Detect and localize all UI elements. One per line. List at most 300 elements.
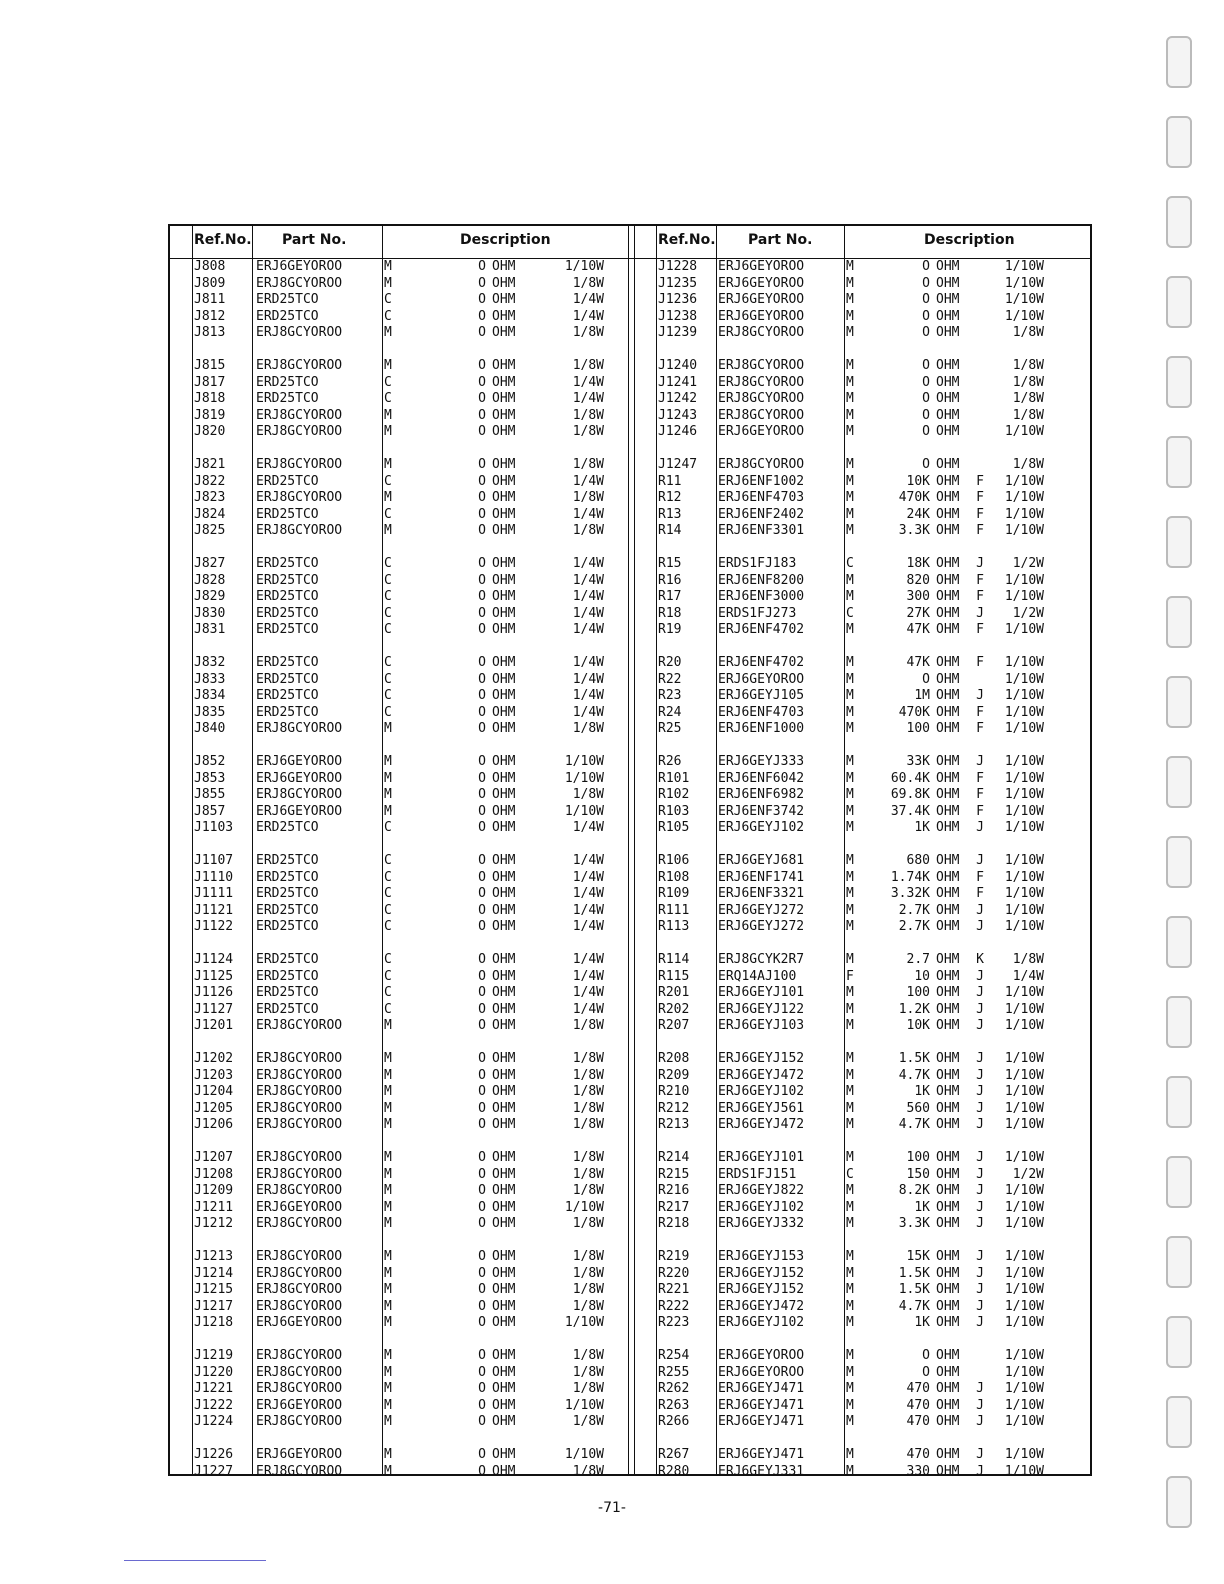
cell-part: ERJ6GEYOROO xyxy=(256,259,343,274)
cell-part: ERJ8GCYOROO xyxy=(256,424,343,439)
cell-power: 1/8W xyxy=(572,325,604,340)
cell-value: O xyxy=(478,787,486,802)
cell-unit: OHM xyxy=(492,688,516,703)
cell-value: O xyxy=(478,655,486,670)
cell-power: 1/2W xyxy=(1012,605,1044,621)
cell-part: ERJ6GEYOROO xyxy=(718,671,805,687)
cell-power: 1/10W xyxy=(1004,754,1044,769)
cell-tol: F xyxy=(976,655,984,670)
cell-ref: J808 xyxy=(194,259,226,274)
cell-unit: OHM xyxy=(492,589,516,604)
table-row xyxy=(632,1101,1090,1118)
cell-ref: J1247 xyxy=(658,457,698,472)
cell-part: ERD25TCO xyxy=(256,622,319,637)
cell-type: M xyxy=(384,1265,392,1281)
row-group xyxy=(632,1447,1090,1480)
table-row xyxy=(170,1266,632,1283)
cell-value: 330 xyxy=(906,1463,930,1479)
table-row xyxy=(170,309,632,326)
table-row xyxy=(170,358,632,375)
cell-part: ERJ8GCYOROO xyxy=(256,1150,343,1165)
cell-type: M xyxy=(384,1067,392,1083)
cell-ref: R16 xyxy=(658,572,682,588)
cell-unit: OHM xyxy=(936,1117,960,1132)
cell-value: O xyxy=(478,1414,486,1429)
cell-ref: R267 xyxy=(658,1447,690,1462)
cell-power: 1/10W xyxy=(1004,1381,1044,1396)
cell-power: 1/10W xyxy=(564,259,604,274)
cell-type: M xyxy=(846,457,854,472)
cell-power: 1/10W xyxy=(1004,506,1044,522)
cell-ref: J1236 xyxy=(658,292,698,307)
cell-value: O xyxy=(478,754,486,769)
cell-power: 1/10W xyxy=(1004,424,1044,439)
cell-value: O xyxy=(478,902,486,918)
cell-part: ERJ8GCYOROO xyxy=(256,1298,343,1314)
cell-part: ERD25TCO xyxy=(256,292,319,307)
table-row xyxy=(632,1051,1090,1068)
cell-part: ERJ6ENF3000 xyxy=(718,589,805,604)
cell-ref: R201 xyxy=(658,985,690,1000)
cell-type: M xyxy=(384,721,392,736)
cell-unit: OHM xyxy=(492,473,516,489)
cell-unit: OHM xyxy=(936,1051,960,1066)
row-group xyxy=(170,556,632,639)
table-row xyxy=(170,556,632,573)
cell-power: 1/8W xyxy=(572,1051,604,1066)
table-row xyxy=(170,1398,632,1415)
cell-part: ERJ8GCYOROO xyxy=(256,1463,343,1479)
cell-part: ERJ8GCYOROO xyxy=(256,1018,343,1033)
cell-tol: F xyxy=(976,490,984,505)
cell-type: M xyxy=(846,292,854,307)
binder-tab xyxy=(1166,1476,1192,1528)
cell-unit: OHM xyxy=(492,325,516,340)
cell-type: M xyxy=(846,1282,854,1297)
cell-part: ERD25TCO xyxy=(256,506,319,522)
cell-unit: OHM xyxy=(936,985,960,1000)
table-row xyxy=(632,820,1090,837)
binder-tab xyxy=(1166,756,1192,808)
cell-ref: R15 xyxy=(658,556,682,571)
cell-part: ERD25TCO xyxy=(256,869,319,885)
cell-value: O xyxy=(478,391,486,406)
cell-unit: OHM xyxy=(492,1364,516,1380)
row-group xyxy=(632,1348,1090,1431)
cell-power: 1/10W xyxy=(1004,1018,1044,1033)
cell-value: 560 xyxy=(906,1100,930,1116)
table-row xyxy=(632,721,1090,738)
cell-power: 1/8W xyxy=(1012,457,1044,472)
cell-power: 1/10W xyxy=(1004,1216,1044,1231)
cell-unit: OHM xyxy=(492,1216,516,1231)
cell-power: 1/10W xyxy=(1004,622,1044,637)
header-part: Part No. xyxy=(282,232,347,248)
cell-power: 1/10W xyxy=(1004,1298,1044,1314)
cell-ref: J832 xyxy=(194,655,226,670)
cell-unit: OHM xyxy=(936,1018,960,1033)
cell-part: ERJ6ENF3742 xyxy=(718,803,805,819)
cell-type: M xyxy=(384,787,392,802)
cell-tol: J xyxy=(976,1100,984,1116)
cell-type: C xyxy=(384,886,392,901)
cell-tol: J xyxy=(976,754,984,769)
cell-ref: J835 xyxy=(194,704,226,720)
cell-unit: OHM xyxy=(936,803,960,819)
cell-unit: OHM xyxy=(936,1183,960,1198)
table-row xyxy=(632,276,1090,293)
cell-type: M xyxy=(846,374,854,390)
table-row xyxy=(170,1315,632,1332)
cell-value: O xyxy=(478,1067,486,1083)
row-group xyxy=(170,259,632,342)
cell-power: 1/4W xyxy=(572,473,604,489)
cell-part: ERDS1FJ183 xyxy=(718,556,797,571)
cell-power: 1/8W xyxy=(572,1216,604,1231)
row-group xyxy=(632,1249,1090,1332)
cell-ref: J1205 xyxy=(194,1100,234,1116)
cell-value: 18K xyxy=(906,556,930,571)
cell-type: M xyxy=(846,1463,854,1479)
cell-unit: OHM xyxy=(492,770,516,786)
cell-value: O xyxy=(478,1018,486,1033)
cell-type: M xyxy=(384,1315,392,1330)
cell-unit: OHM xyxy=(936,1414,960,1429)
cell-unit: OHM xyxy=(936,1397,960,1413)
cell-value: O xyxy=(478,457,486,472)
row-group xyxy=(632,556,1090,639)
cell-type: M xyxy=(846,655,854,670)
cell-value: O xyxy=(478,1447,486,1462)
cell-value: O xyxy=(478,688,486,703)
cell-unit: OHM xyxy=(492,1001,516,1017)
binder-tab xyxy=(1166,916,1192,968)
binder-tab xyxy=(1166,676,1192,728)
cell-power: 1/10W xyxy=(1004,886,1044,901)
cell-value: O xyxy=(478,803,486,819)
cell-part: ERJ6GEYJ822 xyxy=(718,1183,805,1198)
cell-unit: OHM xyxy=(492,1150,516,1165)
cell-type: M xyxy=(846,886,854,901)
cell-unit: OHM xyxy=(936,506,960,522)
cell-unit: OHM xyxy=(492,721,516,736)
cell-value: O xyxy=(478,1381,486,1396)
cell-unit: OHM xyxy=(492,754,516,769)
cell-tol: J xyxy=(976,1249,984,1264)
cell-tol: J xyxy=(976,556,984,571)
cell-power: 1/8W xyxy=(1012,374,1044,390)
cell-part: ERJ6GEYJ102 xyxy=(718,1315,805,1330)
cell-part: ERJ6GEYOROO xyxy=(718,292,805,307)
cell-tol: J xyxy=(976,1397,984,1413)
cell-type: M xyxy=(846,671,854,687)
cell-type: M xyxy=(846,325,854,340)
cell-value: 8.2K xyxy=(898,1183,930,1198)
cell-type: M xyxy=(384,1282,392,1297)
table-row xyxy=(632,457,1090,474)
cell-part: ERJ6GEYJ153 xyxy=(718,1249,805,1264)
cell-ref: R221 xyxy=(658,1282,690,1297)
cell-unit: OHM xyxy=(936,1084,960,1099)
cell-type: M xyxy=(384,1463,392,1479)
cell-power: 1/10W xyxy=(1004,1282,1044,1297)
table-row xyxy=(632,408,1090,425)
cell-power: 1/10W xyxy=(1004,919,1044,934)
table-row xyxy=(170,490,632,507)
cell-unit: OHM xyxy=(936,1298,960,1314)
cell-ref: R19 xyxy=(658,622,682,637)
cell-unit: OHM xyxy=(936,473,960,489)
cell-value: O xyxy=(478,1166,486,1182)
cell-value: O xyxy=(478,259,486,274)
binder-tab xyxy=(1166,196,1192,248)
cell-part: ERJ6GEYOROO xyxy=(718,308,805,324)
cell-type: M xyxy=(846,985,854,1000)
cell-part: ERJ6GEYOROO xyxy=(256,1199,343,1215)
cell-ref: R209 xyxy=(658,1067,690,1083)
table-row xyxy=(170,325,632,342)
table-row xyxy=(170,622,632,639)
cell-tol: F xyxy=(976,803,984,819)
cell-ref: J809 xyxy=(194,275,226,291)
cell-ref: R220 xyxy=(658,1265,690,1281)
table-row xyxy=(632,1183,1090,1200)
cell-unit: OHM xyxy=(492,275,516,291)
cell-value: 1.5K xyxy=(898,1282,930,1297)
cell-unit: OHM xyxy=(936,1315,960,1330)
cell-value: 1K xyxy=(914,1084,930,1099)
cell-ref: R105 xyxy=(658,820,690,835)
cell-part: ERJ6GEYJ152 xyxy=(718,1051,805,1066)
cell-value: 1.5K xyxy=(898,1265,930,1281)
cell-unit: OHM xyxy=(936,275,960,291)
cell-type: M xyxy=(384,1216,392,1231)
cell-power: 1/10W xyxy=(1004,820,1044,835)
table-row xyxy=(632,358,1090,375)
cell-part: ERJ6GEYJ105 xyxy=(718,688,805,703)
cell-ref: J1215 xyxy=(194,1282,234,1297)
cell-type: M xyxy=(846,1249,854,1264)
cell-ref: J829 xyxy=(194,589,226,604)
cell-type: M xyxy=(384,1150,392,1165)
cell-part: ERJ6ENF6982 xyxy=(718,787,805,802)
cell-part: ERD25TCO xyxy=(256,968,319,984)
row-group xyxy=(632,754,1090,837)
cell-unit: OHM xyxy=(492,1381,516,1396)
cell-type: M xyxy=(846,589,854,604)
cell-unit: OHM xyxy=(492,1084,516,1099)
cell-type: M xyxy=(846,1298,854,1314)
cell-part: ERJ6GEYJ472 xyxy=(718,1067,805,1083)
cell-type: M xyxy=(384,1018,392,1033)
cell-type: M xyxy=(846,572,854,588)
cell-type: M xyxy=(846,1216,854,1231)
cell-type: M xyxy=(384,358,392,373)
cell-part: ERD25TCO xyxy=(256,374,319,390)
cell-unit: OHM xyxy=(936,1216,960,1231)
cell-power: 1/8W xyxy=(572,1249,604,1264)
cell-unit: OHM xyxy=(492,1265,516,1281)
cell-ref: J853 xyxy=(194,770,226,786)
cell-part: ERD25TCO xyxy=(256,704,319,720)
cell-value: O xyxy=(478,886,486,901)
row-group xyxy=(170,655,632,738)
cell-part: ERJ6ENF4702 xyxy=(718,622,805,637)
header-part: Part No. xyxy=(748,232,813,248)
cell-unit: OHM xyxy=(936,886,960,901)
table-row xyxy=(632,1398,1090,1415)
cell-unit: OHM xyxy=(936,259,960,274)
table-row xyxy=(170,919,632,936)
cell-type: M xyxy=(384,490,392,505)
cell-power: 1/10W xyxy=(564,803,604,819)
cell-unit: OHM xyxy=(936,407,960,423)
cell-type: M xyxy=(384,1414,392,1429)
cell-ref: J1219 xyxy=(194,1348,234,1363)
cell-ref: J825 xyxy=(194,523,226,538)
table-row xyxy=(632,1117,1090,1134)
cell-ref: R207 xyxy=(658,1018,690,1033)
cell-power: 1/4W xyxy=(572,902,604,918)
cell-type: C xyxy=(384,952,392,967)
cell-type: M xyxy=(846,391,854,406)
cell-unit: OHM xyxy=(492,853,516,868)
cell-tol: J xyxy=(976,1265,984,1281)
cell-value: O xyxy=(478,358,486,373)
cell-power: 1/10W xyxy=(1004,1199,1044,1215)
cell-value: 1.2K xyxy=(898,1001,930,1017)
table-row xyxy=(170,952,632,969)
cell-type: M xyxy=(846,1001,854,1017)
table-row xyxy=(170,1200,632,1217)
cell-unit: OHM xyxy=(492,787,516,802)
cell-part: ERJ6GEYOROO xyxy=(718,275,805,291)
table-row xyxy=(632,1447,1090,1464)
table-row xyxy=(632,1365,1090,1382)
cell-ref: J1222 xyxy=(194,1397,234,1413)
table-row xyxy=(170,457,632,474)
cell-unit: OHM xyxy=(492,424,516,439)
table-row xyxy=(632,573,1090,590)
cell-value: O xyxy=(478,490,486,505)
cell-tol: J xyxy=(976,1216,984,1231)
cell-power: 1/8W xyxy=(572,1381,604,1396)
cell-ref: R266 xyxy=(658,1414,690,1429)
cell-ref: R208 xyxy=(658,1051,690,1066)
cell-value: O xyxy=(478,1397,486,1413)
table-row xyxy=(170,1018,632,1035)
cell-value: O xyxy=(922,1348,930,1363)
cell-tol: F xyxy=(976,506,984,522)
cell-ref: J820 xyxy=(194,424,226,439)
cell-ref: J1220 xyxy=(194,1364,234,1380)
cell-unit: OHM xyxy=(492,985,516,1000)
cell-value: O xyxy=(478,1298,486,1314)
cell-unit: OHM xyxy=(936,292,960,307)
cell-power: 1/8W xyxy=(572,787,604,802)
table-row xyxy=(632,556,1090,573)
cell-power: 1/4W xyxy=(572,622,604,637)
binder-tab xyxy=(1166,516,1192,568)
cell-part: ERJ6GEYJ152 xyxy=(718,1282,805,1297)
cell-ref: J818 xyxy=(194,391,226,406)
cell-power: 1/10W xyxy=(1004,655,1044,670)
cell-power: 1/10W xyxy=(1004,1117,1044,1132)
cell-value: 150 xyxy=(906,1166,930,1182)
table-row xyxy=(632,1315,1090,1332)
cell-value: O xyxy=(478,1199,486,1215)
cell-part: ERJ6GEYOROO xyxy=(256,1447,343,1462)
cell-type: M xyxy=(846,1447,854,1462)
table-row xyxy=(170,721,632,738)
cell-value: O xyxy=(478,869,486,885)
cell-value: O xyxy=(922,407,930,423)
cell-value: 680 xyxy=(906,853,930,868)
cell-type: C xyxy=(384,391,392,406)
cell-ref: J1218 xyxy=(194,1315,234,1330)
cell-ref: J1213 xyxy=(194,1249,234,1264)
cell-value: 470 xyxy=(906,1381,930,1396)
cell-value: 3.3K xyxy=(898,1216,930,1231)
footer-rule xyxy=(124,1560,266,1561)
cell-type: C xyxy=(384,853,392,868)
cell-unit: OHM xyxy=(936,853,960,868)
cell-part: ERD25TCO xyxy=(256,1001,319,1017)
table-row xyxy=(632,507,1090,524)
cell-type: M xyxy=(846,523,854,538)
cell-value: O xyxy=(922,424,930,439)
cell-power: 1/4W xyxy=(572,671,604,687)
cell-value: O xyxy=(478,770,486,786)
cell-type: M xyxy=(846,820,854,835)
table-header-left xyxy=(170,226,632,259)
cell-tol: J xyxy=(976,1117,984,1132)
cell-part: ERJ6GEYOROO xyxy=(718,259,805,274)
cell-type: M xyxy=(384,1084,392,1099)
binder-tab xyxy=(1166,356,1192,408)
cell-type: M xyxy=(384,1447,392,1462)
cell-ref: R109 xyxy=(658,886,690,901)
cell-ref: J1207 xyxy=(194,1150,234,1165)
cell-part: ERJ8GCYOROO xyxy=(256,721,343,736)
cell-part: ERJ6GEYJ561 xyxy=(718,1100,805,1116)
cell-tol: J xyxy=(976,1315,984,1330)
cell-value: 27K xyxy=(906,605,930,621)
cell-power: 1/4W xyxy=(572,374,604,390)
cell-value: O xyxy=(478,985,486,1000)
cell-value: O xyxy=(478,1051,486,1066)
cell-ref: R22 xyxy=(658,671,682,687)
cell-part: ERJ8GCYOROO xyxy=(718,358,805,373)
cell-unit: OHM xyxy=(492,820,516,835)
cell-unit: OHM xyxy=(492,1315,516,1330)
cell-part: ERJ8GCYOROO xyxy=(256,1249,343,1264)
cell-value: O xyxy=(922,391,930,406)
cell-part: ERJ6GEYOROO xyxy=(256,1397,343,1413)
cell-part: ERJ6GEYJ471 xyxy=(718,1414,805,1429)
cell-unit: OHM xyxy=(492,1117,516,1132)
cell-ref: R13 xyxy=(658,506,682,522)
cell-value: O xyxy=(922,671,930,687)
cell-ref: J1221 xyxy=(194,1381,234,1396)
cell-unit: OHM xyxy=(492,1414,516,1429)
table-row xyxy=(170,523,632,540)
cell-power: 1/10W xyxy=(1004,523,1044,538)
table-row xyxy=(170,688,632,705)
cell-part: ERJ6GEYJ102 xyxy=(718,820,805,835)
cell-type: M xyxy=(384,1364,392,1380)
table-row xyxy=(632,952,1090,969)
